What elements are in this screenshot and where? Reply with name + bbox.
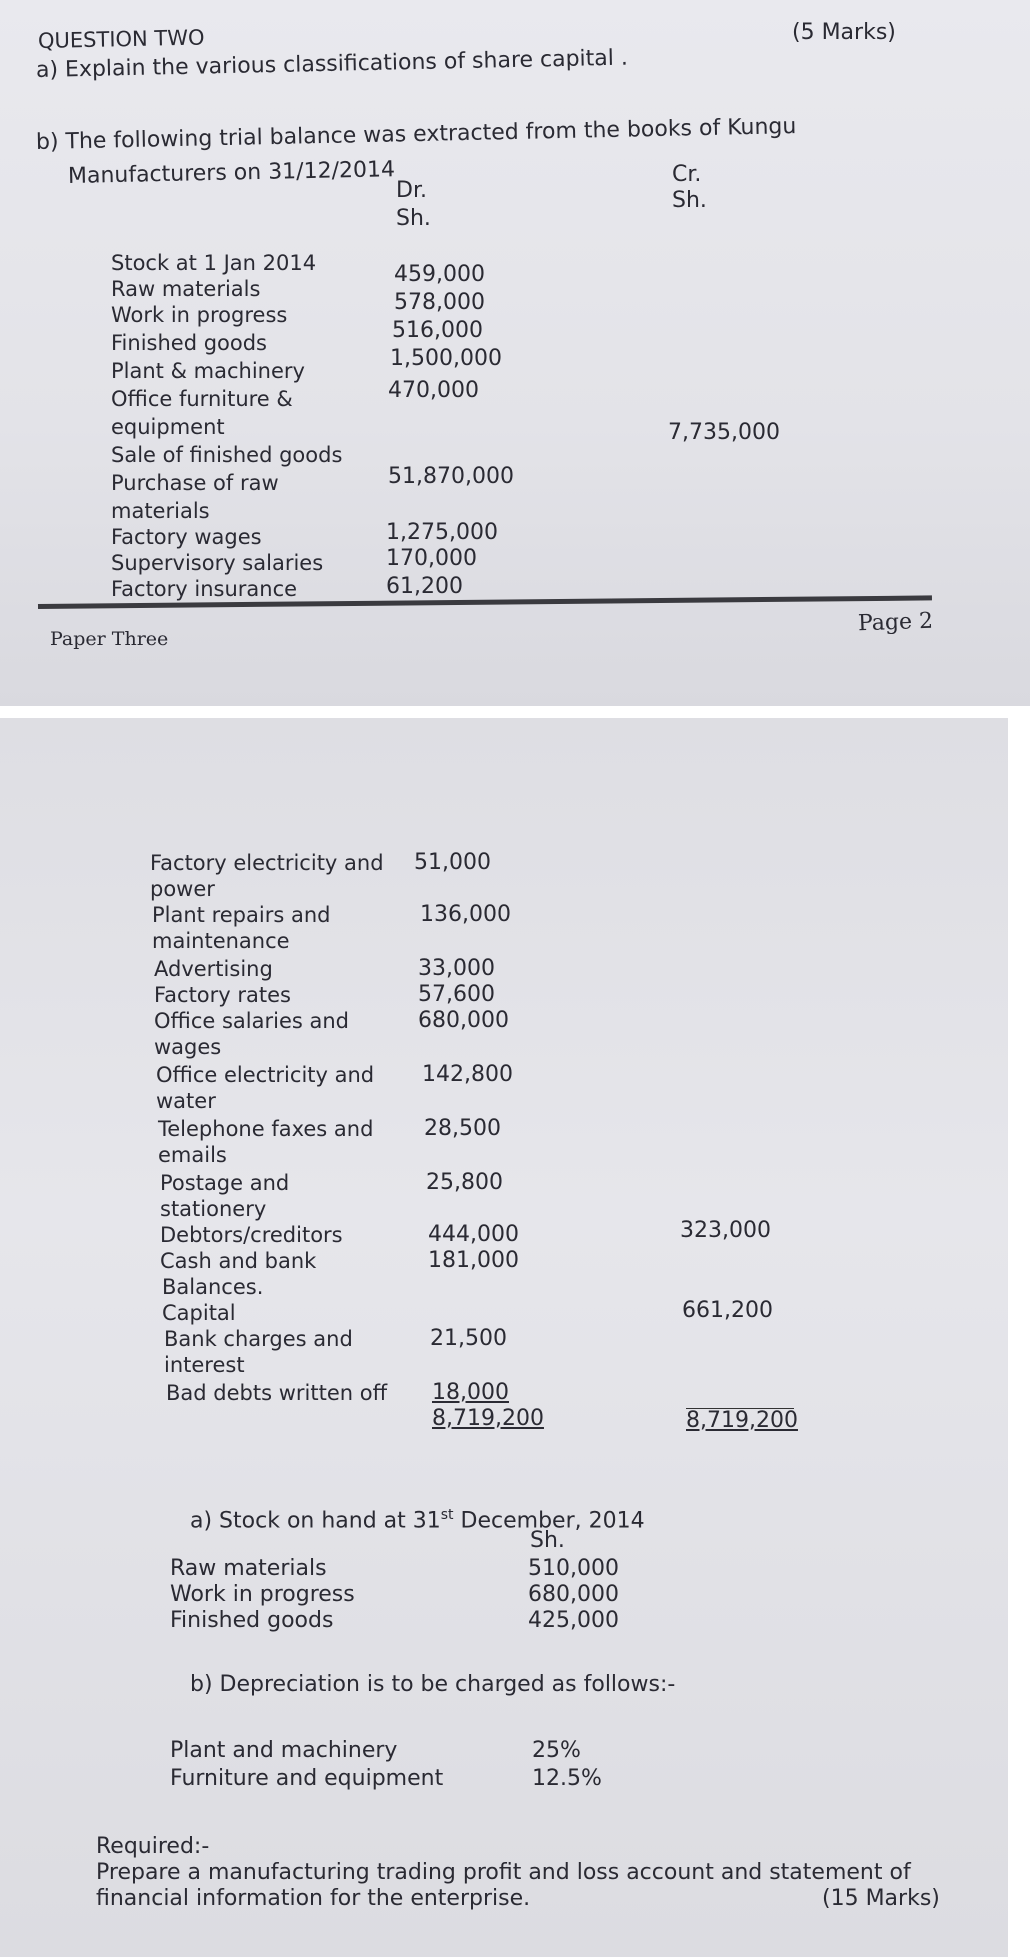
table-row-label: equipment [111, 415, 225, 439]
table-row-debit: 21,500 [430, 1326, 507, 1351]
credit-column-header: Cr. [672, 162, 702, 187]
table-row-label: Advertising [154, 957, 273, 981]
part-b-intro-line1: b) The following trial balance was extracted from the books of Kungu [35, 114, 797, 155]
depreciation-rate: 25% [532, 1738, 581, 1763]
table-row-debit: 18,000 [432, 1380, 509, 1405]
table-row-label: Supervisory salaries [111, 551, 324, 575]
table-row-label: maintenance [152, 929, 290, 953]
stock-value: 510,000 [528, 1556, 619, 1581]
marks-part-b: (15 Marks) [822, 1886, 940, 1911]
table-row-label: Balances. [162, 1275, 264, 1299]
table-row-debit: 470,000 [388, 378, 479, 403]
table-row-label: Factory electricity and [150, 851, 384, 875]
table-row-label: Purchase of raw [111, 471, 279, 495]
footer-paper-label: Paper Three [50, 628, 169, 650]
table-row-label: Capital [162, 1301, 236, 1325]
table-row-debit: 25,800 [426, 1170, 503, 1195]
table-row-label: Plant repairs and [152, 903, 331, 927]
table-row-debit: 136,000 [420, 902, 511, 927]
table-row-credit: 661,200 [682, 1298, 773, 1323]
table-row-debit: 181,000 [428, 1248, 519, 1273]
credit-unit-header: Sh. [672, 188, 707, 213]
table-row-debit: 33,000 [418, 956, 495, 981]
table-row-label: Factory rates [154, 983, 291, 1007]
table-row-label: interest [164, 1353, 245, 1377]
stock-label: Finished goods [170, 1608, 334, 1633]
table-row-credit: 7,735,000 [668, 420, 780, 445]
table-row-label: Bad debts written off [166, 1381, 388, 1405]
table-row-label: power [150, 877, 215, 901]
table-row-label: Sale of finished goods [111, 443, 343, 467]
table-row-debit: 680,000 [418, 1008, 509, 1033]
table-row-label: stationery [160, 1197, 267, 1221]
table-row-label: water [156, 1089, 216, 1113]
page-gap [0, 706, 1030, 718]
depreciation-heading: b) Depreciation is to be charged as follows:- [190, 1672, 676, 1697]
table-row-debit: 578,000 [394, 290, 485, 315]
table-row-label: emails [158, 1143, 227, 1167]
table-row-debit: 444,000 [428, 1222, 519, 1247]
depreciation-label: Furniture and equipment [170, 1766, 444, 1791]
table-row-debit: 51,870,000 [388, 464, 514, 489]
table-row-label: materials [111, 499, 210, 523]
table-row-debit: 1,275,000 [386, 520, 498, 545]
stock-label: Raw materials [170, 1556, 327, 1581]
table-row-debit: 61,200 [386, 574, 463, 599]
table-row-debit: 516,000 [392, 318, 483, 343]
required-line-1: Prepare a manufacturing trading profit and loss account and statement of [96, 1860, 911, 1885]
table-row-debit: 459,000 [394, 262, 485, 287]
table-row-debit: 28,500 [424, 1116, 501, 1141]
stock-value: 680,000 [528, 1582, 619, 1607]
total-debit: 8,719,200 [432, 1406, 544, 1431]
debit-column-header: Dr. [396, 178, 427, 203]
table-row-label: Factory insurance [111, 577, 298, 601]
table-row-label: Cash and bank [160, 1249, 317, 1273]
depreciation-label: Plant and machinery [170, 1738, 398, 1763]
table-row-label: Office salaries and [154, 1009, 349, 1033]
table-row-label: Debtors/creditors [160, 1223, 343, 1247]
part-b-intro-line2: Manufacturers on 31/12/2014 [67, 157, 396, 189]
total-credit: 8,719,200 [686, 1408, 798, 1433]
table-row-credit: 323,000 [680, 1218, 771, 1243]
exam-page-top [0, 0, 1030, 706]
table-row-label: Work in progress [111, 303, 288, 327]
table-row-debit: 1,500,000 [390, 346, 502, 371]
question-title: QUESTION TWO [37, 25, 205, 53]
table-row-debit: 170,000 [386, 546, 477, 571]
exam-page-bottom [0, 718, 1008, 1957]
footer-page-number: Page 2 [857, 608, 934, 637]
part-a-question: a) Explain the various classifications of share capital . [35, 45, 629, 83]
marks-part-a: (5 Marks) [792, 20, 896, 45]
table-row-debit: 51,000 [414, 850, 491, 875]
debit-unit-header: Sh. [396, 206, 431, 231]
table-row-label: Stock at 1 Jan 2014 [111, 251, 317, 275]
table-row-label: Office electricity and [156, 1063, 375, 1087]
table-row-debit: 57,600 [418, 982, 495, 1007]
stock-value: 425,000 [528, 1608, 619, 1633]
stock-unit-header: Sh. [530, 1528, 565, 1553]
depreciation-rate: 12.5% [532, 1766, 602, 1791]
table-row-label: Bank charges and [164, 1327, 353, 1351]
table-row-label: Finished goods [111, 331, 268, 355]
table-row-label: Factory wages [111, 525, 262, 549]
table-row-label: wages [154, 1035, 222, 1059]
table-row-label: Plant & machinery [111, 359, 305, 383]
table-row-label: Office furniture & [111, 387, 293, 411]
table-row-debit: 142,800 [422, 1062, 513, 1087]
required-heading: Required:- [96, 1834, 210, 1859]
table-row-label: Postage and [160, 1171, 290, 1195]
stock-label: Work in progress [170, 1582, 355, 1607]
table-row-label: Telephone faxes and [158, 1117, 374, 1141]
required-line-2: financial information for the enterprise. [96, 1886, 531, 1911]
stock-note-heading: a) Stock on hand at 31st December, 2014 [190, 1507, 645, 1534]
table-row-label: Raw materials [111, 277, 261, 301]
